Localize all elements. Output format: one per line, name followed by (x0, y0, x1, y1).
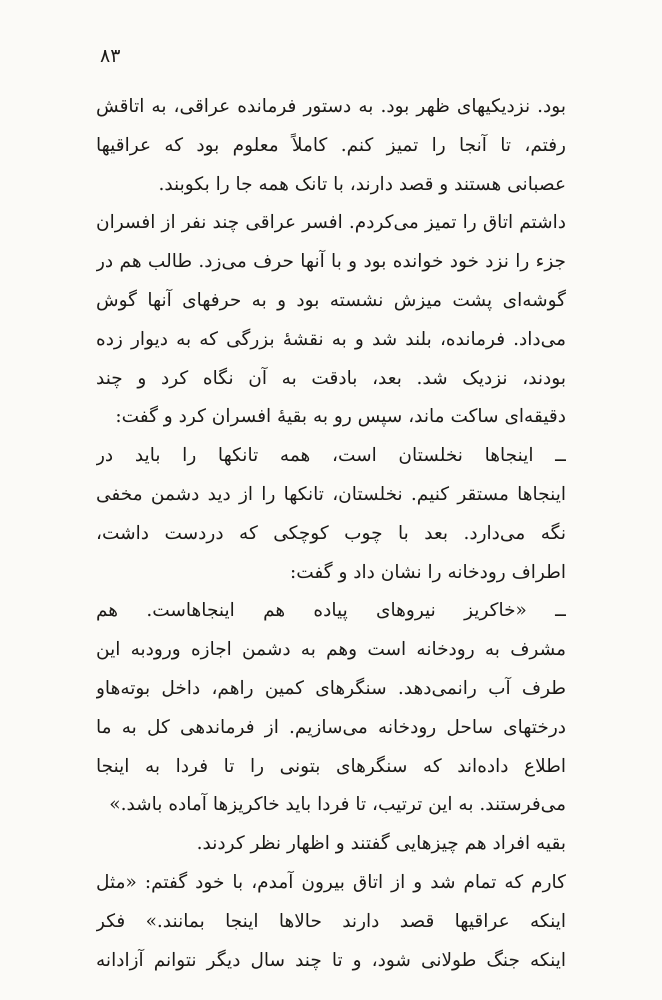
text-line: اینکه عراقیها قصد دارند حالاها اینجا بمانند.» فکر (96, 910, 566, 932)
text-line: رفتم، تا آنجا را تمیز کنم. کاملاً معلوم بود که عراقیها (96, 134, 566, 156)
page-number: ۸۳ (100, 45, 121, 67)
body-text (96, 88, 566, 980)
text-line: می‌داد. فرمانده، بلند شد و به نقشهٔ بزرگی که به دیوار زده (96, 328, 566, 350)
text-line: درختهای ساحل رودخانه می‌سازیم. از فرماندهی کل به ما (96, 716, 566, 738)
text-line: جزء را نزد خود خوانده بود و با آنها حرف می‌زد. طالب هم در (96, 251, 566, 273)
text-line: عصبانی هستند و قصد دارند، با تانک همه جا را بکوبند. (158, 173, 566, 195)
text-line: مشرف به رودخانه است وهم به دشمن اجازه ورودبه این (96, 639, 566, 661)
text-line: اطلاع داده‌اند که سنگرهای بتونی را تا فردا به اینجا (96, 755, 566, 777)
text-line: بود. نزدیکیهای ظهر بود. به دستور فرمانده عراقی، به اتاقش (96, 96, 566, 117)
text-line: اطراف رودخانه را نشان داد و گفت: (290, 561, 566, 583)
text-line: اینجاها مستقر کنیم. نخلستان، تانکها را از دید دشمن مخفی (96, 483, 566, 505)
text-line: کارم که تمام شد و از اتاق بیرون آمدم، با خود گفتم: «مثل (96, 871, 566, 893)
text-line: می‌فرستند. به این ترتیب، تا فردا باید خاکریزها آماده باشد.» (109, 794, 566, 816)
text-line: ــ اینجاها نخلستان است، همه تانکها را باید در (96, 445, 566, 467)
text-line: داشتم اتاق را تمیز می‌کردم. افسر عراقی چند نفر از افسران (96, 212, 566, 234)
text-line: نگه می‌دارد. بعد با چوب کوچکی که دردست داشت، (96, 522, 566, 544)
text-line: اینکه جنگ طولانی شود، و تا چند سال دیگر نتوانم آزادانه (96, 949, 566, 971)
text-line: دقیقه‌ای ساکت ماند، سپس رو به بقیهٔ افسران کرد و گفت: (115, 406, 566, 428)
text-line: بودند، نزدیک شد. بعد، بادقت به آن نگاه کرد و چند (96, 367, 566, 389)
text-line: ــ «خاکریز نیروهای پیاده هم اینجاهاست. هم (96, 600, 566, 622)
text-line: طرف آب رانمی‌دهد. سنگرهای کمین راهم، داخل بوته‌هاو (96, 677, 566, 699)
text-line: گوشه‌ای پشت میزش نشسته بود و به حرفهای آنها گوش (96, 289, 566, 311)
text-line: بقیه افراد هم چیزهایی گفتند و اظهار نظر کردند. (196, 833, 566, 855)
